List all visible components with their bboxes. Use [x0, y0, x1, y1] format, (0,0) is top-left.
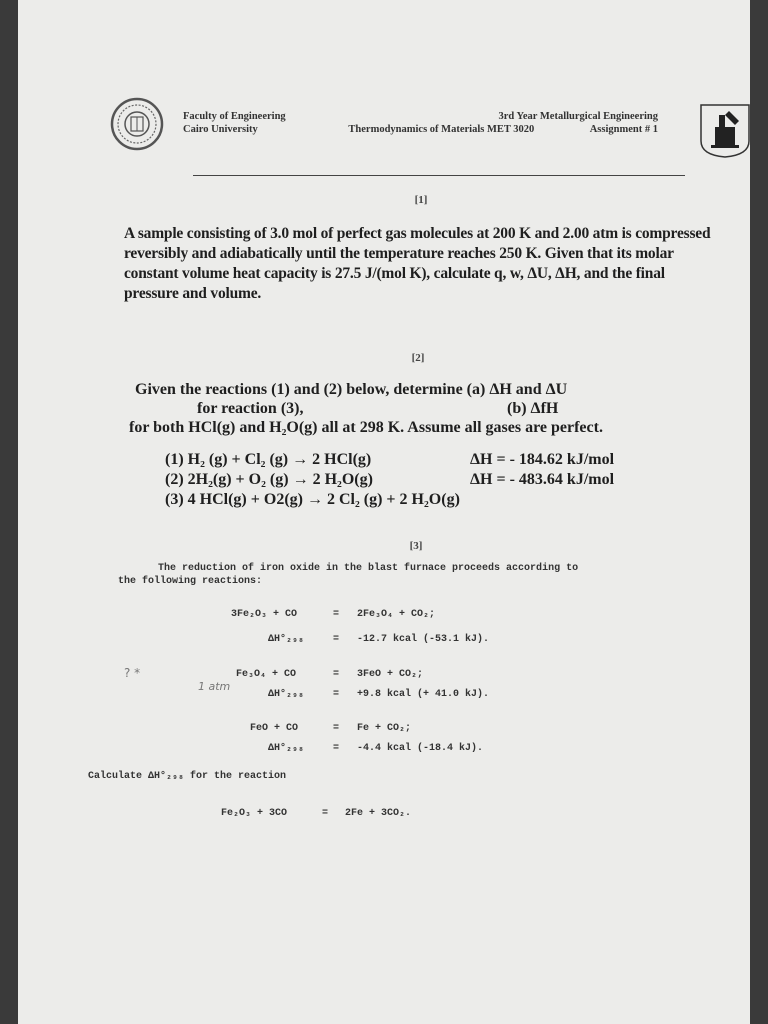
q3-reaction-2-dh-eq: =	[333, 689, 340, 700]
paper-sheet	[18, 0, 750, 1024]
q3-reaction-3-dh: -4.4 kcal (-18.4 kJ).	[357, 743, 484, 754]
course-label: Thermodynamics of Materials MET 3020	[348, 124, 535, 135]
question-2-intro	[129, 380, 735, 437]
question-2-number: [2]	[411, 352, 425, 364]
question-3-intro-line-1: The reduction of iron oxide in the blast furnace proceeds according to	[158, 563, 579, 574]
reaction-1-enthalpy: ΔH = - 184.62 kJ/mol	[470, 451, 615, 468]
q3-final-reaction-rhs: 2Fe + 3CO₂.	[345, 808, 412, 819]
question-2-line-2b: (b) ΔfH	[507, 400, 559, 417]
question-2-line-1: Given the reactions (1) and (2) below, determine (a) ΔH and ΔU	[135, 381, 568, 398]
q3-reaction-2-lhs: Fe₃O₄ + CO	[236, 669, 297, 680]
q3-reaction-2-rhs: 3FeO + CO₂;	[357, 669, 424, 680]
q3-reaction-1-dh: -12.7 kcal (-53.1 kJ).	[357, 634, 490, 645]
university-label: Cairo University	[183, 124, 258, 135]
handwritten-mark: ? *	[124, 666, 141, 680]
q3-reaction-2-dh-label: ΔH°₂₉₈	[268, 689, 305, 700]
q3-final-reaction-eq: =	[322, 808, 329, 819]
q3-reaction-1-lhs: 3Fe₂O₃ + CO	[231, 609, 298, 620]
q3-final-reaction-lhs: Fe₂O₃ + 3CO	[221, 808, 288, 819]
header	[183, 110, 658, 136]
q3-calculate-prompt: Calculate ΔH°₂₉₈ for the reaction	[88, 771, 287, 782]
q3-reaction-3-rhs: Fe + CO₂;	[357, 723, 412, 734]
q3-reaction-3-dh-label: ΔH°₂₉₈	[268, 743, 305, 754]
q3-reaction-1-dh-label: ΔH°₂₉₈	[268, 634, 305, 645]
question-3-intro	[118, 562, 718, 588]
assignment-label: Assignment # 1	[589, 124, 658, 135]
question-2-line-2a: for reaction (3),	[197, 400, 304, 417]
question-1-number: [1]	[414, 194, 428, 206]
university-seal-icon	[110, 97, 164, 151]
header-divider	[193, 175, 685, 176]
question-1-text: A sample consisting of 3.0 mol of perfect gas molecules at 200 K and 2.00 atm is compressed reversibly and adiabatically until the temperature reaches 250 K. Given that its molar constant volume heat capacity is 27.5 J/(mol K), calculate q, w, ΔU, ΔH, and the final pressure and volume.	[124, 225, 711, 302]
q3-reaction-1-dh-eq: =	[333, 634, 340, 645]
faculty-logo-icon	[699, 101, 751, 159]
reaction-2-enthalpy: ΔH = - 483.64 kJ/mol	[470, 471, 615, 488]
reaction-2: (2) 2H₂(g) + O₂ (g) → 2 H₂O(g)	[165, 471, 373, 488]
question-3-number: [3]	[409, 540, 423, 552]
q3-reaction-3-eq: =	[333, 723, 340, 734]
handwritten-note: 1 atm	[198, 680, 231, 693]
question-3-intro-line-2: the following reactions:	[118, 576, 263, 587]
faculty-label: Faculty of Engineering	[183, 111, 286, 122]
q3-reaction-3-lhs: FeO + CO	[250, 723, 299, 734]
q3-reaction-3-dh-eq: =	[333, 743, 340, 754]
q3-reaction-1-eq: =	[333, 609, 340, 620]
q3-reaction-1-rhs: 2Fe₃O₄ + CO₂;	[357, 609, 436, 620]
question-2-line-3: for both HCl(g) and H₂O(g) all at 298 K. Assume all gases are perfect.	[129, 419, 603, 436]
reaction-1: (1) H₂ (g) + Cl₂ (g) → 2 HCl(g)	[165, 451, 372, 468]
reaction-3: (3) 4 HCl(g) + O2(g) → 2 Cl₂ (g) + 2 H₂O(g)	[165, 491, 460, 508]
year-program-label: 3rd Year Metallurgical Engineering	[498, 111, 658, 122]
q3-reaction-2-eq: =	[333, 669, 340, 680]
q3-reaction-2-dh: +9.8 kcal (+ 41.0 kJ).	[357, 689, 490, 700]
